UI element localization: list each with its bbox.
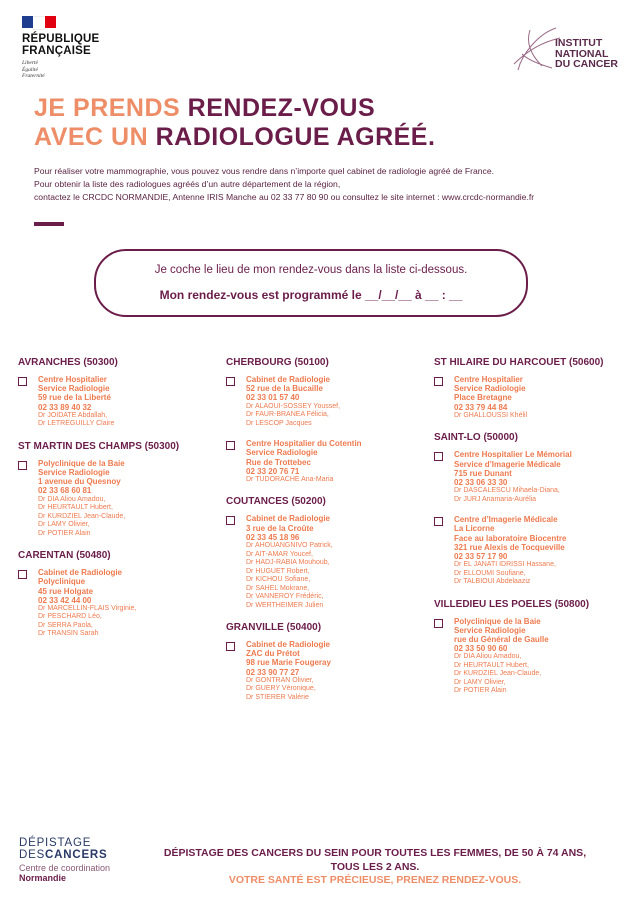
checkbox[interactable] (434, 377, 443, 386)
checkbox[interactable] (18, 377, 27, 386)
location-section (226, 622, 421, 702)
checkbox[interactable] (434, 517, 443, 526)
doctor-name: Dr AIT-AMAR Youcef, (246, 550, 313, 558)
center-info-line: Place Bretagne (454, 393, 512, 403)
location-section (226, 357, 421, 484)
center-info-line: 02 33 20 76 71 (246, 466, 300, 476)
doctor-name: Dr KICHOU Sofiane, (246, 576, 311, 584)
doctor-name: Dr KURDZIEL Jean-Claude, (454, 670, 542, 678)
location-title: CHERBOURG (50100) (226, 357, 329, 368)
center-info-line: Service Radiologie (454, 625, 526, 635)
doctor-name: Dr HUGUET Robert, (246, 567, 310, 575)
center-info-line: Polyclinique de la Baie (454, 616, 541, 626)
center-info-line: 02 33 50 90 60 (454, 644, 508, 654)
checkbox[interactable] (18, 570, 27, 579)
center-info-line: Centre Hospitalier Le Mémorial (454, 450, 572, 460)
location-title: CARENTAN (50480) (18, 550, 111, 562)
center-info-line: 02 33 42 44 00 (38, 595, 92, 605)
location-title: ST HILAIRE DU HARCOUET (50600) (434, 357, 604, 368)
doctor-name: Dr POTIER Alain (454, 687, 507, 695)
doctor-name: Dr HEURTAULT Hubert, (38, 504, 113, 512)
doctor-name: Dr TALBIOUI Abdelaaziz (454, 578, 531, 586)
radiology-center-entry (18, 375, 213, 429)
radiology-center-entry (434, 515, 629, 587)
location-title: ST MARTIN DES CHAMPS (50300) (18, 440, 180, 452)
center-info-line: Centre Hospitalier du Cotentin (246, 439, 362, 449)
doctor-name: Dr FAUR-BRANEA Félicia, (246, 411, 329, 419)
center-info-line: ZAC du Prétot (246, 649, 300, 659)
center-info-line: 02 33 57 17 90 (454, 551, 508, 561)
republique-francaise-logo (22, 16, 142, 80)
doctor-name: Dr PESCHARD Léo, (38, 613, 102, 621)
location-section (226, 496, 421, 610)
location-title: SAINT-LO (50000) (434, 432, 518, 444)
center-info-line: Cabinet de Radiologie (246, 514, 331, 524)
center-info-line: Cabinet de Radiologie (38, 568, 123, 578)
center-info-line: Centre Hospitalier (454, 375, 523, 384)
doctor-name: Dr SERRA Paola, (38, 621, 93, 629)
doctor-name: Dr SAHEL Mokrane, (246, 584, 310, 592)
doctor-name: Dr VANNEROY Frédéric, (246, 593, 324, 601)
center-info-line: Centre d’Imagerie Médicale (454, 515, 558, 525)
center-info-line: Centre Hospitalier (38, 375, 107, 384)
location-title: VILLEDIEU LES POELES (50800) (434, 598, 590, 610)
inca-text: INSTITUT NATIONAL DU CANCER (555, 37, 618, 70)
doctor-name: Dr KURDZIEL Jean-Claude, (38, 512, 126, 520)
center-info-line: 52 rue de la Bucaille (246, 384, 323, 394)
doctor-name: Dr WERTHEIMER Julien (246, 601, 324, 609)
center-info-line: 02 33 79 44 84 (454, 402, 508, 412)
doctor-name: Dr STIERER Valérie (246, 693, 309, 701)
doctor-name: Dr LAMY Olivier, (38, 521, 90, 529)
doctor-name: Dr HEURTAULT Hubert, (454, 661, 529, 669)
checkbox[interactable] (226, 441, 235, 450)
radiology-center-entry (434, 450, 629, 504)
column-2 (226, 357, 421, 714)
center-info-line: 02 33 68 60 81 (38, 486, 92, 496)
doctor-name: Dr DIA Aliou Amadou, (38, 495, 106, 503)
checkbox[interactable] (434, 619, 443, 628)
radiology-center-entry (434, 375, 629, 420)
appointment-instruction: Je coche le lieu de mon rendez-vous dans la liste ci-dessous. (154, 264, 468, 276)
center-info-line: 45 rue Holgate (38, 586, 94, 596)
center-info-line: Face au laboratoire Biocentre (454, 533, 567, 543)
center-info-line: 3 rue de la Croûte (246, 523, 314, 533)
center-info-line: 02 33 90 77 27 (246, 667, 300, 677)
french-flag-icon (22, 16, 56, 28)
center-info-line: Cabinet de Radiologie (246, 640, 331, 650)
radiology-center-entry (226, 640, 421, 702)
doctor-name: Dr POTIER Alain (38, 529, 91, 537)
radiology-center-entry (226, 514, 421, 610)
doctor-name: Dr TUDORACHE Ana-Maria (246, 475, 334, 483)
center-info-line: Polyclinique (38, 577, 86, 587)
location-title: AVRANCHES (50300) (18, 357, 118, 368)
location-section (434, 599, 629, 696)
doctor-name: Dr AHOUANGNIVO Patrick, (246, 542, 333, 550)
doctor-name: Dr DASCALESCU Mihaela-Diana, (454, 487, 560, 495)
radiology-center-entry (434, 617, 629, 696)
center-info-line: 59 rue de la Liberté (38, 393, 111, 403)
checkbox[interactable] (226, 377, 235, 386)
checkbox[interactable] (18, 461, 27, 470)
doctor-name: Dr JOIDATE Abdallah, (38, 411, 108, 419)
doctor-name: Dr GONTRAN Olivier, (246, 676, 314, 684)
appointment-date-line[interactable]: Mon rendez-vous est programmé le __/__/__ à __ : __ (159, 288, 463, 302)
radiology-center-entry (18, 568, 213, 639)
center-info-line: 1 avenue du Quesnoy (38, 477, 121, 487)
doctor-name: Dr JURJ Anamaria-Aurélia (454, 495, 537, 503)
intro-text: Pour réaliser votre mammographie, vous pouvez vous rendre dans n’importe quel cabinet de radiologie agréé de France. Pour obtenir la liste des radiologues agréés d’un autre département de la région, contactez le CRCDC NORMANDIE, Antenne IRIS Manche au 02 33 77 80 90 ou consultez le site internet : www.crcdc-normandie.fr (34, 166, 535, 202)
location-section (18, 357, 213, 429)
center-info-line: Service Radiologie (38, 384, 110, 394)
location-section (18, 550, 213, 639)
appointment-box (94, 249, 528, 317)
doctor-name: Dr EL JANATI IDRISSI Hassane, (454, 561, 556, 569)
checkbox[interactable] (226, 642, 235, 651)
republique-name: RÉPUBLIQUE FRANÇAISE (22, 33, 100, 57)
center-info-line: rue du Général de Gaulle (454, 635, 549, 645)
center-info-line: Service Radiologie (246, 448, 318, 458)
doctor-name: Dr LAMY Olivier, (454, 678, 506, 686)
checkbox[interactable] (226, 516, 235, 525)
center-info-line: Service d’Imagerie Médicale (454, 459, 561, 469)
center-info-line: La Licorne (454, 524, 495, 534)
center-info-line: 98 rue Marie Fougeray (246, 658, 331, 668)
doctor-name: Dr HADJ-RABIA Mouhoub, (246, 559, 330, 567)
institut-national-du-cancer-logo (508, 24, 620, 72)
radiology-center-entry (226, 439, 421, 484)
footer-message: DÉPISTAGE DES CANCERS DU SEIN POUR TOUTES LES FEMMES, DE 50 À 74 ANS, TOUS LES 2 ANS. VOTRE SANTÉ EST PRÉCIEUSE, PRENEZ RENDEZ-VOUS. (163, 847, 587, 886)
republique-motto: Liberté Égalité Fraternité (22, 60, 45, 79)
column-1 (18, 357, 213, 651)
doctor-name: Dr LESCOP Jacques (246, 419, 312, 427)
column-3 (434, 357, 629, 708)
doctor-name: Dr MARCELLIN-FLAIS Virginie, (38, 604, 137, 612)
center-info-line: 02 33 89 40 32 (38, 402, 92, 412)
doctor-name: Dr ELLOUMI Soufiane, (454, 569, 526, 577)
location-section (434, 432, 629, 586)
radiology-center-entry (18, 459, 213, 538)
doctor-name: Dr LETREGUILLY Claire (38, 420, 115, 428)
center-info-line: Polyclinique de la Baie (38, 458, 125, 468)
page-title: JE PRENDS RENDEZ-VOUS AVEC UN RADIOLOGUE AGRÉÉ. (34, 94, 436, 151)
doctor-name: Dr ALAOUI-SOSSEY Youssef, (246, 402, 341, 410)
location-section (434, 357, 629, 420)
center-info-line: Cabinet de Radiologie (246, 375, 331, 384)
doctor-name: Dr TRANSIN Sarah (38, 630, 99, 638)
center-info-line: 321 rue Alexis de Tocqueville (454, 542, 565, 552)
center-info-line: 02 33 45 18 96 (246, 532, 300, 542)
location-title: COUTANCES (50200) (226, 496, 326, 508)
center-info-line: Service Radiologie (38, 468, 110, 478)
location-section (18, 441, 213, 538)
center-info-line: Rue de Trottebec (246, 457, 311, 467)
location-title: GRANVILLE (50400) (226, 622, 322, 634)
center-info-line: 02 33 01 57 40 (246, 393, 300, 403)
checkbox[interactable] (434, 452, 443, 461)
center-info-line: 715 rue Dunant (454, 468, 512, 478)
doctor-name: Dr DIA Aliou Amadou, (454, 653, 522, 661)
doctor-name: Dr GUERY Véronique, (246, 685, 316, 693)
center-info-line: 02 33 06 33 30 (454, 477, 508, 487)
accent-divider (34, 222, 64, 226)
radiology-center-entry (226, 375, 421, 428)
depistage-des-cancers-logo: DÉPISTAGE DESCANCERS Centre de coordination Normandie (19, 837, 111, 883)
doctor-name: Dr GHALLOUSSI Khélil (454, 411, 528, 419)
center-info-line: Service Radiologie (454, 384, 526, 394)
